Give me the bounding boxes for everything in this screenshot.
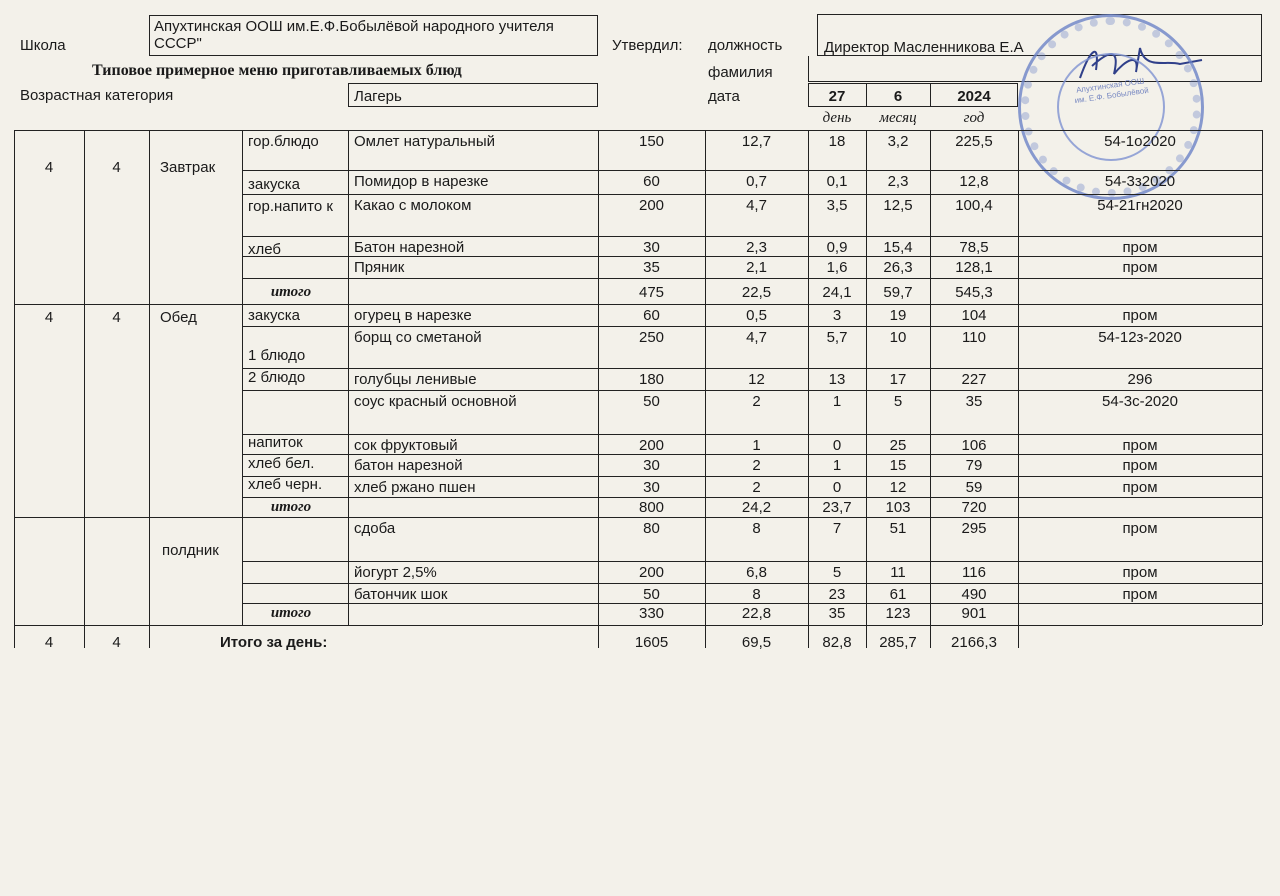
row-weight: 180	[638, 371, 665, 388]
row-protein: 1	[752, 437, 761, 454]
row-protein: 2	[752, 479, 761, 496]
row-energy: 79	[965, 457, 983, 474]
row-section: хлеб	[248, 241, 282, 258]
day-total-label: Итого за день:	[220, 634, 328, 651]
row-recipe: пром	[1122, 520, 1158, 537]
row-recipe: 54-21гн2020	[1097, 197, 1183, 214]
row-dish: Омлет натуральный	[354, 133, 495, 150]
row-fat: 7	[832, 520, 842, 537]
position-label: должность	[708, 37, 783, 54]
row-recipe: 54-3з2020	[1104, 173, 1176, 190]
row-weight: 50	[643, 393, 660, 410]
total-weight: 800	[638, 499, 665, 516]
total-fat: 35	[828, 605, 846, 622]
row-fat: 18	[828, 133, 846, 150]
row-fat: 0	[832, 479, 842, 496]
total-carbs: 59,7	[883, 284, 913, 301]
row-energy: 225,5	[955, 133, 993, 150]
row-carbs: 61	[889, 586, 907, 603]
row-dish: огурец в нарезке	[354, 307, 472, 324]
row-fat: 13	[828, 371, 846, 388]
school-name: Апухтинская ООШ им.Е.Ф.Бобылёвой народного учителя СССР"	[154, 18, 554, 52]
total-carbs: 123	[885, 605, 911, 622]
row-dish: Какао с молоком	[354, 197, 472, 214]
date-month-label: месяц	[879, 110, 917, 126]
row-energy: 116	[962, 564, 986, 581]
row-protein: 12	[748, 371, 765, 388]
total-carbs: 103	[885, 499, 911, 516]
row-carbs: 19	[889, 307, 907, 324]
row-recipe: пром	[1122, 307, 1158, 324]
total-fat: 23,7	[822, 499, 852, 516]
day-total-carbs: 285,7	[879, 634, 917, 651]
row-recipe: 296	[1127, 371, 1153, 388]
row-energy: 35	[965, 393, 983, 410]
director-name: Директор Масленникова Е.А	[824, 39, 1024, 56]
row-weight: 200	[638, 197, 665, 214]
breakfast-week: 4	[44, 159, 54, 176]
row-recipe: пром	[1122, 564, 1158, 581]
day-total-fat: 82,8	[822, 634, 852, 651]
total-label: итого	[270, 605, 312, 621]
row-weight: 200	[638, 437, 665, 454]
row-carbs: 12,5	[883, 197, 913, 214]
row-section: гор.блюдо	[248, 133, 319, 150]
school-label: Школа	[20, 37, 66, 54]
row-fat: 1	[832, 457, 842, 474]
total-weight: 475	[638, 284, 665, 301]
row-protein: 8	[752, 520, 761, 537]
row-weight: 60	[643, 173, 660, 190]
row-energy: 295	[961, 520, 987, 537]
day-total-week: 4	[44, 634, 54, 651]
total-protein: 22,8	[741, 605, 772, 622]
surname-label: фамилия	[708, 64, 773, 81]
row-weight: 30	[643, 457, 660, 474]
row-section: гор.напито к	[248, 198, 333, 215]
date-day: 27	[828, 88, 846, 105]
row-protein: 2,1	[746, 259, 767, 276]
row-energy: 110	[962, 329, 986, 346]
row-fat: 1,6	[826, 259, 848, 276]
row-recipe: 54-3с-2020	[1102, 393, 1178, 410]
row-dish: батон нарезной	[354, 457, 463, 474]
row-recipe: пром	[1122, 479, 1158, 496]
row-dish: Батон нарезной	[354, 239, 465, 256]
row-weight: 60	[643, 307, 660, 324]
row-dish: хлеб ржано пшен	[354, 479, 476, 496]
lunch-name: Обед	[160, 309, 197, 326]
row-weight: 250	[638, 329, 665, 346]
row-dish: сдоба	[354, 520, 396, 537]
row-carbs: 26,3	[883, 259, 913, 276]
row-dish: батончик шок	[354, 586, 448, 603]
approve-label: Утвердил:	[612, 37, 683, 54]
row-protein: 12,7	[741, 133, 772, 150]
row-carbs: 51	[889, 520, 907, 537]
total-label: итого	[270, 284, 312, 300]
day-total-day: 4	[112, 634, 121, 651]
row-energy: 106	[961, 437, 987, 454]
row-protein: 6,8	[746, 564, 767, 581]
row-section: закуска	[248, 307, 301, 324]
date-label: дата	[708, 88, 740, 105]
row-carbs: 5	[893, 393, 903, 410]
lunch-week: 4	[44, 309, 54, 326]
row-energy: 100,4	[955, 197, 993, 214]
row-energy: 227	[961, 371, 987, 388]
row-section: хлеб черн.	[248, 476, 323, 493]
row-section: 1 блюдо	[248, 347, 306, 364]
total-energy: 901	[961, 605, 987, 622]
row-weight: 150	[638, 133, 665, 150]
row-weight: 35	[643, 259, 660, 276]
row-carbs: 3,2	[887, 133, 909, 150]
row-energy: 490	[961, 586, 987, 603]
total-energy: 545,3	[955, 284, 993, 301]
row-protein: 2	[752, 457, 761, 474]
row-protein: 0,7	[746, 173, 767, 190]
row-dish: йогурт 2,5%	[354, 564, 437, 581]
snack-name: полдник	[162, 542, 219, 559]
row-recipe: пром	[1122, 437, 1158, 454]
row-section: 2 блюдо	[248, 369, 306, 386]
total-energy: 720	[961, 499, 987, 516]
day-total-protein: 69,5	[741, 634, 772, 651]
row-fat: 0	[832, 437, 842, 454]
row-recipe: пром	[1122, 457, 1158, 474]
row-energy: 78,5	[959, 239, 989, 256]
row-fat: 5,7	[826, 329, 848, 346]
total-protein: 22,5	[741, 284, 772, 301]
date-day-label: день	[822, 110, 852, 126]
lunch-day: 4	[112, 309, 121, 326]
row-energy: 12,8	[959, 173, 989, 190]
day-total-energy: 2166,3	[951, 634, 997, 651]
row-section: напиток	[248, 434, 303, 451]
row-carbs: 15	[889, 457, 907, 474]
day-total-weight: 1605	[634, 634, 669, 651]
row-weight: 30	[643, 239, 660, 256]
row-energy: 59	[965, 479, 983, 496]
row-fat: 3	[832, 307, 842, 324]
row-protein: 2	[752, 393, 761, 410]
row-recipe: пром	[1122, 239, 1158, 256]
row-dish: Пряник	[354, 259, 405, 276]
row-recipe: 54-1о2020	[1104, 133, 1176, 150]
row-dish: голубцы ленивые	[354, 371, 477, 388]
total-fat: 24,1	[822, 284, 852, 301]
row-carbs: 15,4	[883, 239, 913, 256]
row-protein: 2,3	[746, 239, 767, 256]
row-energy: 104	[961, 307, 987, 324]
row-dish: Помидор в нарезке	[354, 173, 489, 190]
row-recipe: пром	[1122, 259, 1158, 276]
row-weight: 50	[643, 586, 660, 603]
row-carbs: 10	[889, 329, 907, 346]
row-protein: 4,7	[746, 329, 767, 346]
row-dish: борщ со сметаной	[354, 329, 482, 346]
row-dish: сок фруктовый	[354, 437, 458, 454]
row-recipe: пром	[1122, 586, 1158, 603]
date-month: 6	[893, 88, 903, 105]
breakfast-day: 4	[112, 159, 121, 176]
row-protein: 4,7	[746, 197, 767, 214]
row-fat: 1	[832, 393, 842, 410]
row-protein: 8	[752, 586, 761, 603]
row-weight: 200	[638, 564, 665, 581]
date-year-label: год	[963, 110, 985, 126]
row-fat: 5	[832, 564, 842, 581]
date-year: 2024	[957, 88, 991, 105]
row-section: закуска	[248, 176, 301, 193]
row-weight: 80	[643, 520, 660, 537]
row-carbs: 12	[889, 479, 907, 496]
row-carbs: 25	[889, 437, 907, 454]
row-carbs: 11	[890, 564, 906, 581]
total-protein: 24,2	[741, 499, 772, 516]
row-fat: 3,5	[826, 197, 848, 214]
row-carbs: 17	[889, 371, 907, 388]
age-value: Лагерь	[354, 88, 402, 105]
seal-text: Апухтинская ООШ им. Е.Ф. Бобылёвой	[1073, 76, 1150, 106]
row-fat: 0,1	[826, 173, 848, 190]
row-protein: 0,5	[746, 307, 767, 324]
breakfast-name: Завтрак	[160, 159, 216, 176]
row-weight: 30	[643, 479, 660, 496]
row-section: хлеб бел.	[248, 455, 315, 472]
row-fat: 0,9	[826, 239, 848, 256]
row-carbs: 2,3	[887, 173, 909, 190]
row-energy: 128,1	[955, 259, 993, 276]
age-label: Возрастная категория	[20, 87, 174, 104]
row-recipe: 54-12з-2020	[1098, 329, 1182, 346]
row-dish: соус красный основной	[354, 393, 517, 410]
total-weight: 330	[638, 605, 665, 622]
row-fat: 23	[828, 586, 846, 603]
total-label: итого	[270, 499, 312, 515]
menu-title: Типовое примерное меню приготавливаемых блюд	[92, 62, 462, 79]
